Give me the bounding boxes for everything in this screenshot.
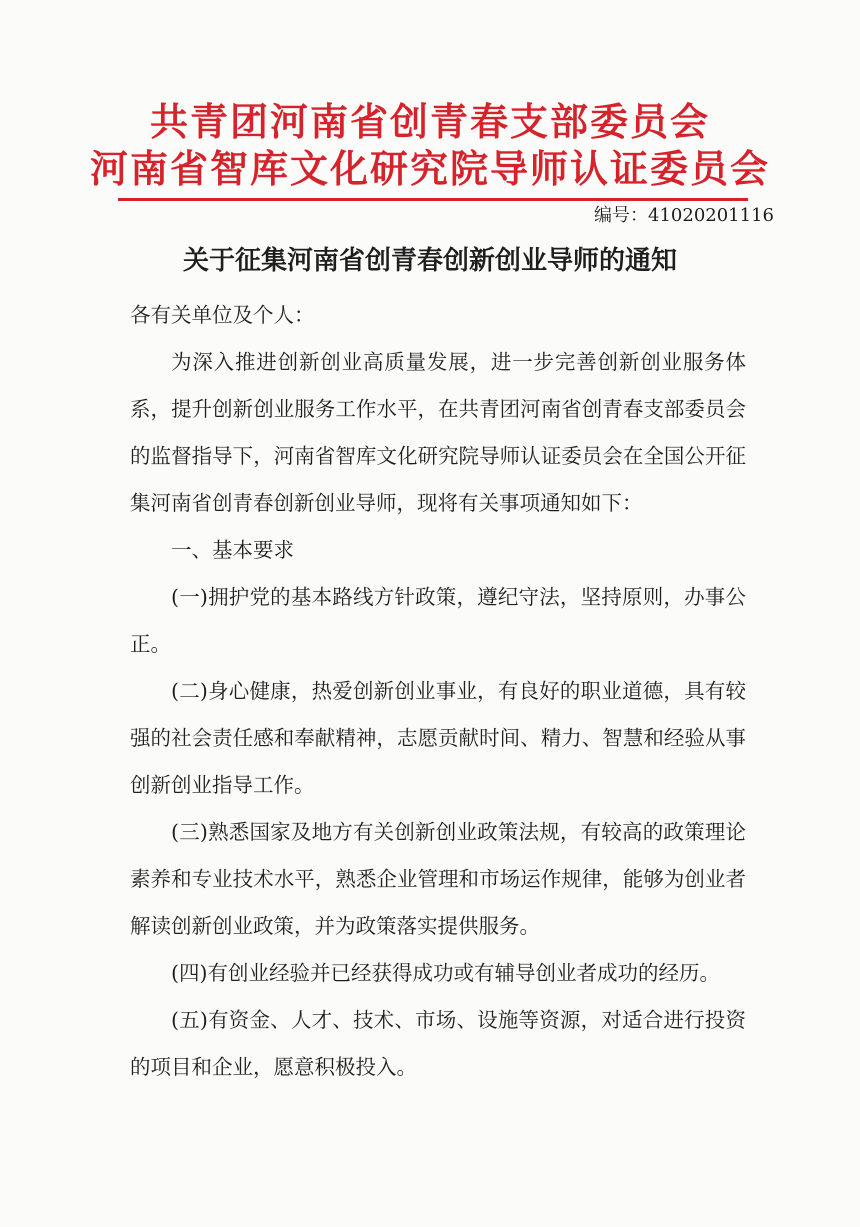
header-red-rule [118, 198, 748, 201]
requirement-5: (五)有资金、人才、技术、市场、设施等资源，对适合进行投资的项目和企业，愿意积极投入。 [130, 1008, 746, 1079]
requirement-1: (一)拥护党的基本路线方针政策，遵纪守法，坚持原则，办事公正。 [130, 585, 746, 656]
document-body [130, 292, 746, 1091]
requirement-3: (三)熟悉国家及地方有关创新创业政策法规，有较高的政策理论素养和专业技术水平，熟悉企业管理和市场运作规律，能够为创业者解读创新创业政策，并为政策落实提供服务。 [130, 820, 746, 938]
header-org-line-1: 共青团河南省创青春支部委员会 [149, 99, 710, 144]
document-number: 编号：41020201116 [594, 205, 774, 226]
requirement-2: (二)身心健康，热爱创新创业事业，有良好的职业道德，具有较强的社会责任感和奉献精神，志愿贡献时间、精力、智慧和经验从事创新创业指导工作。 [130, 679, 746, 797]
document-title: 关于征集河南省创青春创新创业导师的通知 [182, 246, 677, 276]
paragraph-intro: 为深入推进创新创业高质量发展，进一步完善创新创业服务体系，提升创新创业服务工作水平，在共青团河南省创青春支部委员会的监督指导下，河南省智库文化研究院导师认证委员会在全国公开征集河南省创青春创新创业导师，现将有关事项通知如下： [130, 350, 746, 515]
section-heading-basic-requirements: 一、基本要求 [171, 538, 294, 562]
header-org-line-2: 河南省智库文化研究院导师认证委员会 [89, 146, 770, 191]
requirement-4: (四)有创业经验并已经获得成功或有辅导创业者成功的经历。 [171, 961, 720, 985]
salutation: 各有关单位及个人： [130, 303, 315, 327]
